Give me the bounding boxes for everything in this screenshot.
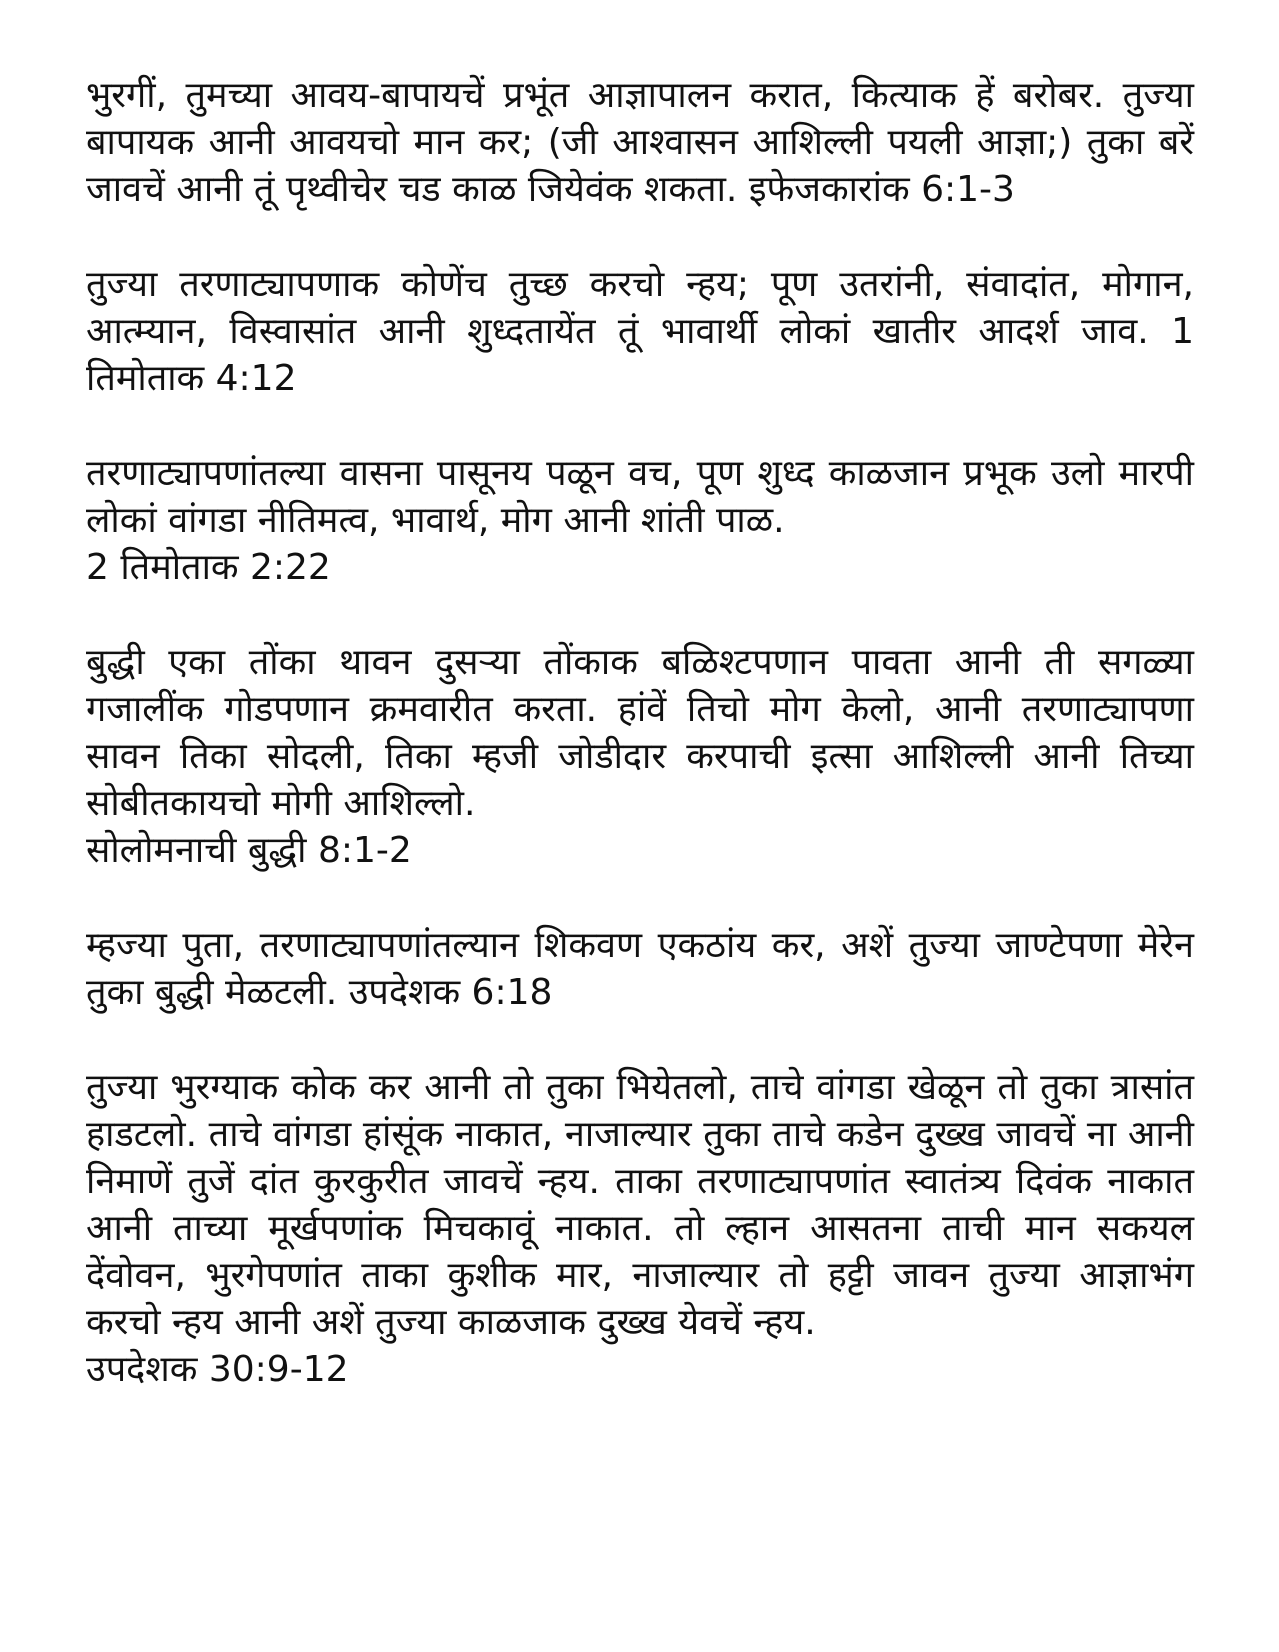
passage-ecclesiasticus-6 bbox=[86, 922, 1194, 1016]
passage-reference: उपदेशक 30:9-12 bbox=[86, 1349, 349, 1390]
passage-text: बुद्धी एका तोंका थावन दुसऱ्या तोंकाक बळिश्टपणान पावता आनी ती सगळ्या गजालींक गोडपणान क्रमवारीत करता. हांवें तिचो मोग केलो, आनी तरणाट्यापणा सावन तिका सोदली, तिका म्हजी जोडीदार करपाची इत्सा आशिल्ली आनी तिच्या सोबीतकायचो मोगी आशिल्लो. bbox=[86, 642, 1194, 824]
passage-ecclesiasticus-30 bbox=[86, 1064, 1194, 1393]
passage-2-timothy bbox=[86, 450, 1194, 591]
passage-ephesians bbox=[86, 72, 1194, 213]
passage-text: भुरगीं, तुमच्या आवय-बापायचें प्रभूंत आज्ञापालन करात, कित्याक हें बरोबर. तुज्या बापायक आनी आवयचो मान कर; (जी आश्वासन आशिल्ली पयली आज्ञा;) तुका बरें जावचें आनी तूं पृथ्वीचेर चड काळ जियेवंक शकता. bbox=[86, 75, 1194, 210]
passage-reference: 2 तिमोताक 2:22 bbox=[86, 547, 331, 588]
passage-text: तुज्या तरणाट्यापणाक कोणेंच तुच्छ करचो न्हय; पूण उतरांनी, संवादांत, मोगान, आत्म्यान, विस्वासांत आनी शुध्दतायेंत तूं भावार्थी लोकां खातीर आदर्श जाव. bbox=[86, 264, 1194, 352]
document-page bbox=[86, 72, 1194, 1441]
passage-reference: उपदेशक 6:18 bbox=[348, 972, 553, 1013]
passage-text: तुज्या भुरग्याक कोक कर आनी तो तुका भियेतलो, ताचे वांगडा खेळून तो तुका त्रासांत हाडटलो. ताचे वांगडा हांसूंक नाकात, नाजाल्यार तुका ताचे कडेन दुख्ख जावचें ना आनी निमाणें तुजें दांत कुरकुरीत जावचें न्हय. ताका तरणाट्यापणांत स्वातंत्र्य दिवंक नाकात आनी ताच्या मूर्खपणांक मिचकावूं नाकात. तो ल्हान आसतना ताची मान सकयल देंवोवन, भुरगेपणांत ताका कुशीक मार, नाजाल्यार तो हट्टी जावन तुज्या आज्ञाभंग करचो न्हय आनी अशें तुज्या काळजाक दुख्ख येवचें न्हय. bbox=[86, 1067, 1194, 1343]
passage-reference: सोलोमनाची बुद्धी 8:1-2 bbox=[86, 830, 412, 871]
passage-reference: इफेजकारांक 6:1-3 bbox=[748, 169, 1015, 210]
passage-wisdom bbox=[86, 639, 1194, 874]
passage-text: म्हज्या पुता, तरणाट्यापणांतल्यान शिकवण एकठांय कर, अशें तुज्या जाण्टेपणा मेरेन तुका बुद्धी मेळटली. bbox=[86, 925, 1194, 1013]
passage-reference: 1 तिमोताक 4:12 bbox=[86, 311, 1194, 399]
passage-text: तरणाट्यापणांतल्या वासना पासूनय पळून वच, पूण शुध्द काळजान प्रभूक उलो मारपी लोकां वांगडा नीतिमत्व, भावार्थ, मोग आनी शांती पाळ. bbox=[86, 453, 1194, 541]
passage-1-timothy bbox=[86, 261, 1194, 402]
